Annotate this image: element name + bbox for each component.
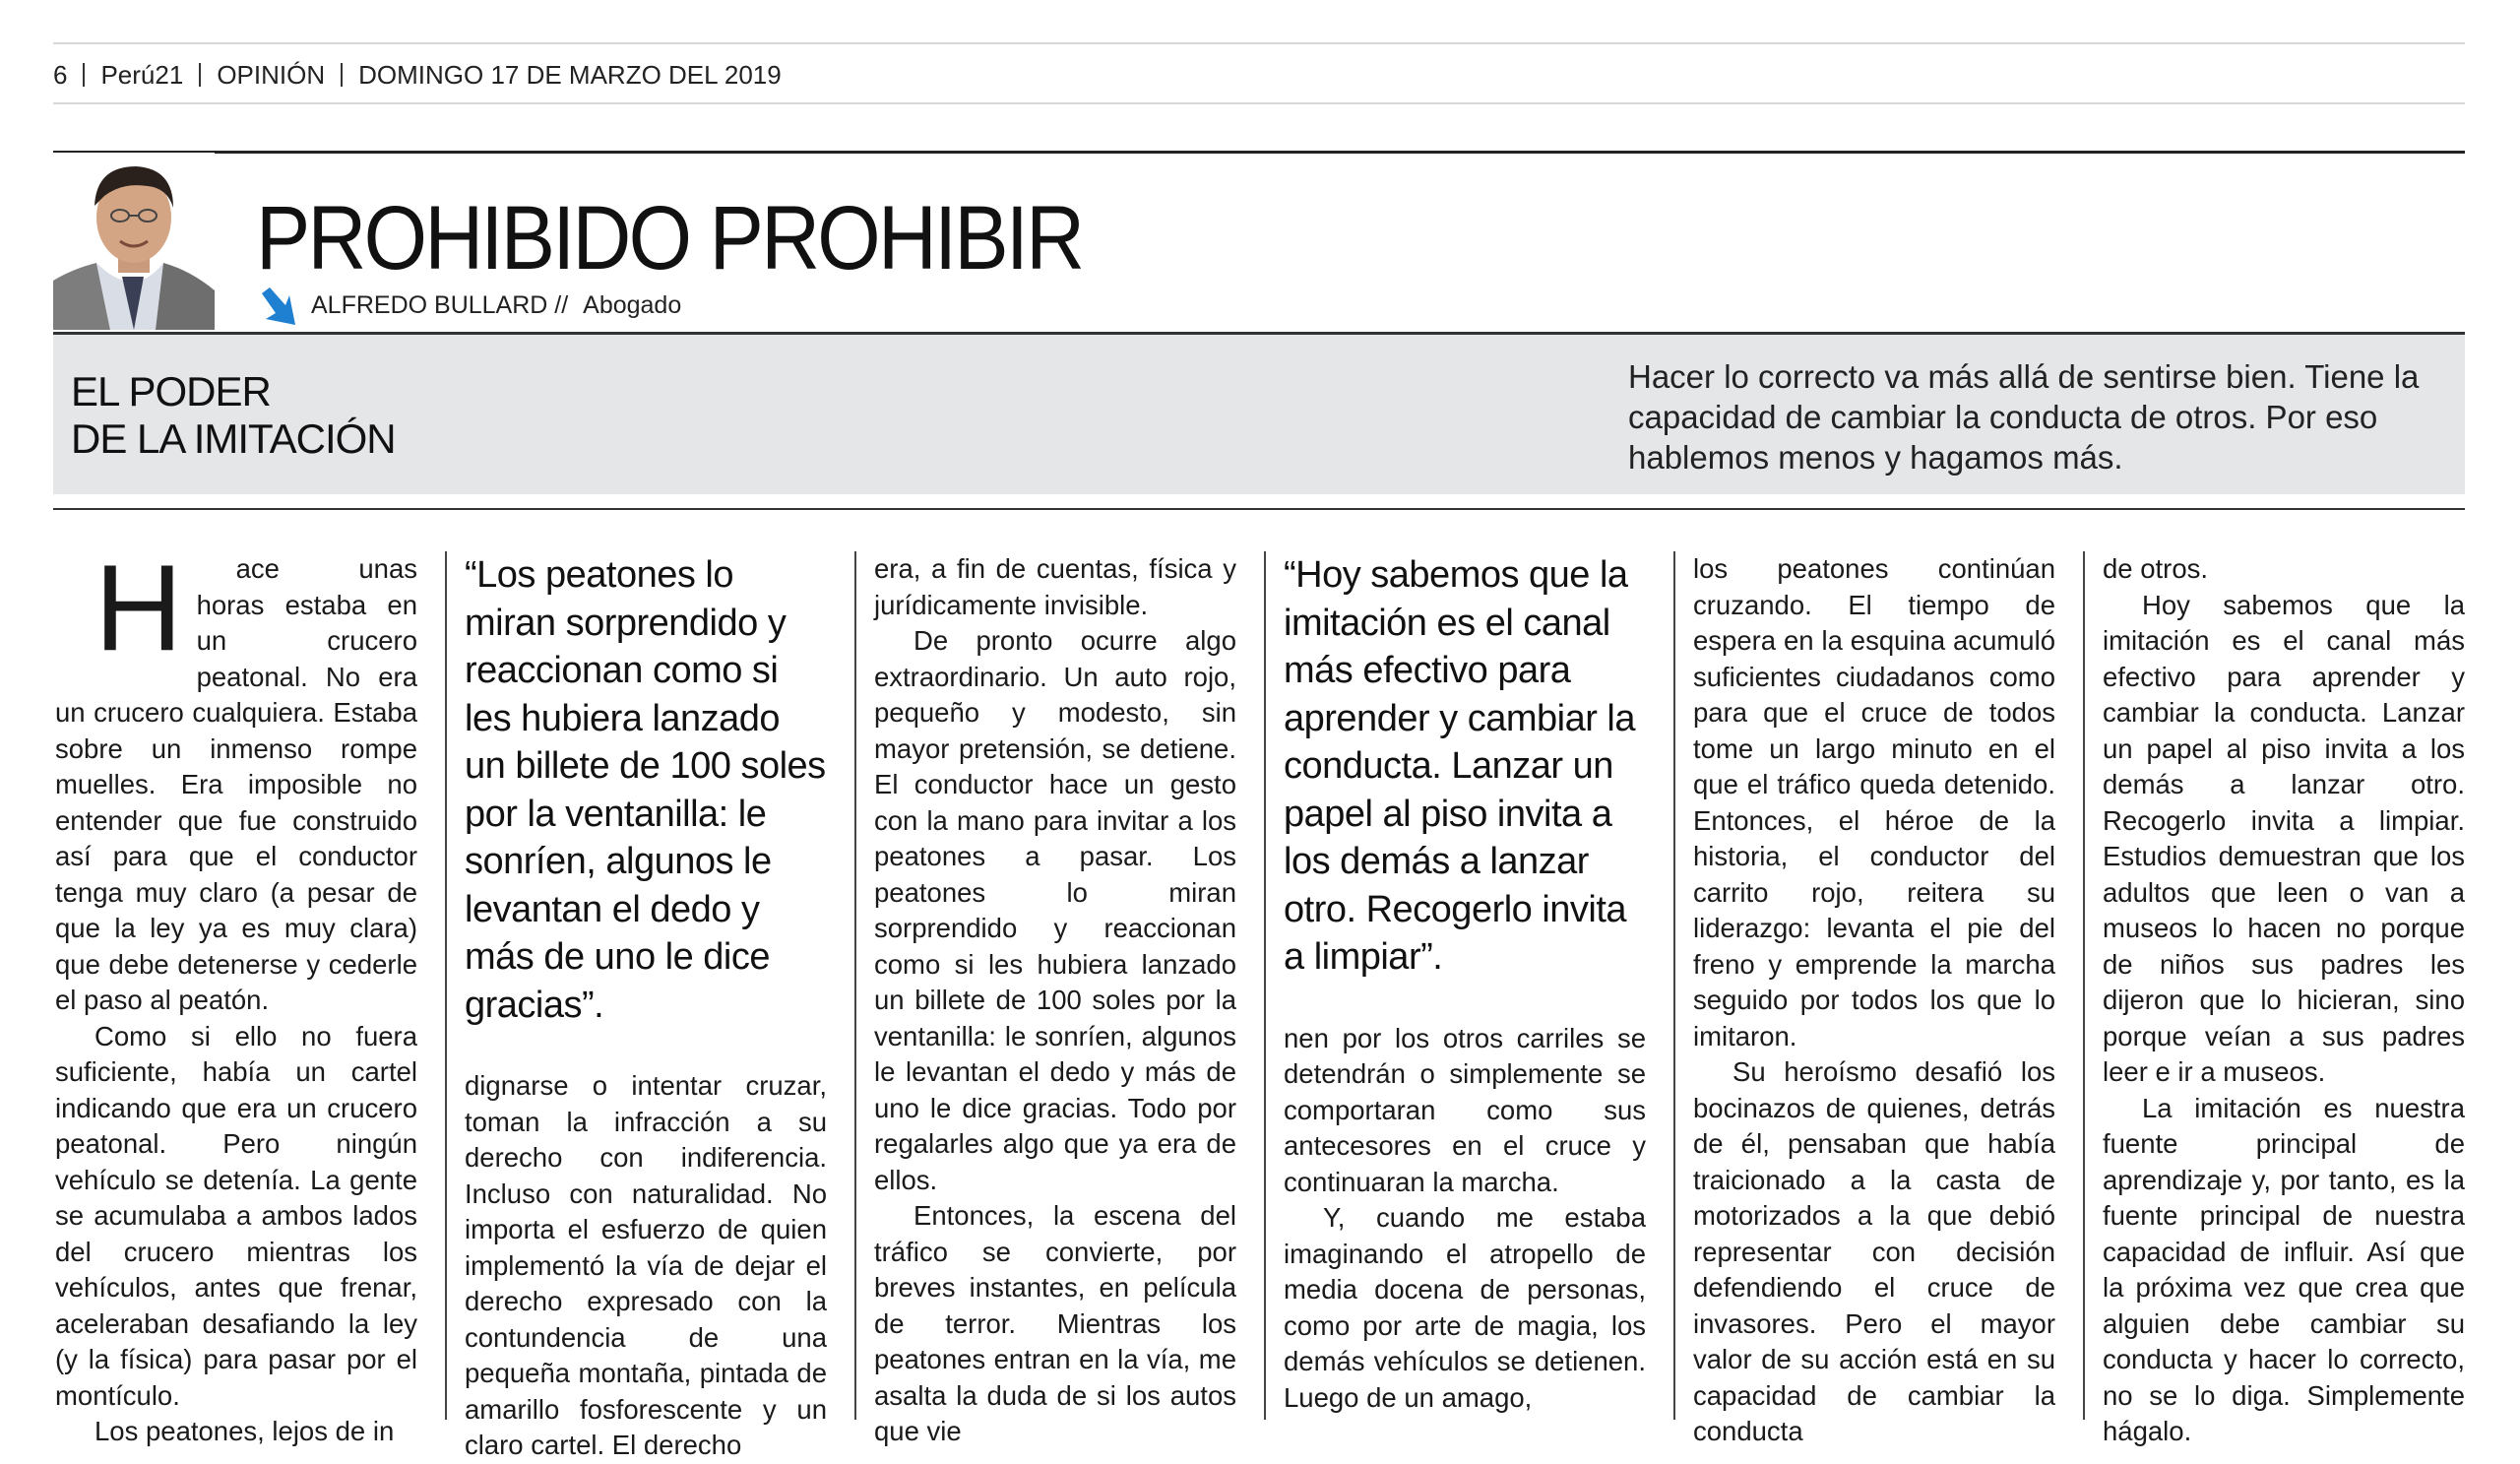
body-paragraph: de otros. <box>2103 553 2209 584</box>
column-headline: PROHIBIDO PROHIBIR <box>256 188 1083 288</box>
body-column-5 <box>1693 551 2055 1446</box>
topic-strip <box>53 332 2465 494</box>
body-paragraph: Y, cuando me estaba imaginando el atropello de media docena de personas, como por arte de magia, los demás vehículos se detienen. Luego de un amago, <box>1284 1202 1646 1413</box>
folio-bottom-rule <box>53 102 2465 104</box>
body-column-3 <box>874 551 1236 1446</box>
folio-top-rule <box>53 42 2465 44</box>
section-name: OPINIÓN <box>217 59 326 90</box>
body-column-2 <box>465 551 827 1460</box>
body-paragraph: Entonces, la escena del tráfico se convierte, por breves instantes, en película de terror. Mientras los peatones entran en la vía, me asalta la duda de si los autos que vie <box>874 1200 1236 1446</box>
article-title: EL PODER DE LA IMITACIÓN <box>71 368 396 462</box>
folio-separator <box>83 63 85 87</box>
body-paragraph: los peatones continúan cruzando. El tiempo de espera en la esquina acumuló suficientes ciudadanos como para que el cruce de todos tome un largo minuto en el que el tráfico queda detenido. Entonces, el héroe de la historia, el conductor del carrito rojo, reitera su liderazgo: levanta el pie del freno y emprende la marcha seguido por todos los que lo imitaron. <box>1693 553 2055 1051</box>
author-name: ALFREDO BULLARD // <box>311 291 569 319</box>
body-paragraph: Su heroísmo desafió los bocinazos de quienes, detrás de él, pensaban que había traicionado a la casta de motorizados a la que debió representar con decisión defendiendo el cruce de invasores. Pero el mayor valor de su acción está en su capacidad de cambiar la conducta <box>1693 1056 2055 1446</box>
newspaper-name: Perú21 <box>100 59 184 90</box>
pull-quote-text: “Hoy sabemos que la imitación es el canal más efectivo para aprender y cambiar la conducta. Lanzar un papel al piso invita a los demás a lanzar otro. Recogerlo invita a limpiar”. <box>1284 554 1636 978</box>
body-paragraph: Hoy sabemos que la imitación es el canal más efectivo para aprender y cambiar la conducta. Lanzar un papel al piso invita a los demás a lanzar otro. Recogerlo invita a limpiar. Estudios demuestran que los adultos que leen o van a museos lo hacen no porque de niños sus padres les dijeron que lo hicieran, sino porque veían a sus padres leer e ir a museos. <box>2103 589 2465 1087</box>
pull-quote <box>465 551 827 1029</box>
issue-date: DOMINGO 17 DE MARZO DEL 2019 <box>358 59 782 90</box>
body-column-6 <box>2103 551 2465 1446</box>
body-paragraph: Los peatones, lejos de in <box>94 1416 395 1446</box>
column-divider <box>854 551 856 1420</box>
folio-separator <box>341 63 343 87</box>
body-paragraph: nen por los otros carriles se detendrán o simplemente se comportaran como sus antecesores en el cruce y continuaran la marcha. <box>1284 1022 1646 1197</box>
page-number: 6 <box>53 59 68 90</box>
body-paragraph: Hace unas horas estaba en un crucero peatonal. No era un crucero cualquiera. Estaba sobre un inmenso rompe muelles. Era imposible no entender que fue construido así para que el conductor tenga muy claro (a pesar de que la ley ya es muy clara) que debe detenerse y cederle el paso al peatón. <box>55 541 417 1015</box>
body-paragraph: La imitación es nuestra fuente principal de aprendizaje y, por tanto, es la fuente principal de nuestra capacidad de influir. Así que la próxima vez que crea que alguien debe cambiar su conducta y hacer lo correcto, no se lo diga. Simplemente hágalo. <box>2103 1092 2465 1446</box>
column-divider <box>445 551 447 1420</box>
body-paragraph: era, a fin de cuentas, física y jurídicamente invisible. <box>874 553 1236 620</box>
pull-quote <box>1284 551 1646 982</box>
folio-separator <box>199 63 201 87</box>
body-column-4 <box>1284 551 1646 1418</box>
author-portrait <box>53 153 215 330</box>
column-divider <box>2083 551 2085 1420</box>
body-column-1 <box>55 541 417 1446</box>
header-rule <box>53 151 2465 154</box>
pull-quote-text: “Los peatones lo miran sorprendido y reaccionan como si les hubiera lanzado un billete de 100 soles por la ventanilla: le sonríen, algunos le levantan el dedo y más de uno le dice gracias”. <box>465 554 826 1026</box>
byline <box>311 291 681 320</box>
body-paragraph: dignarse o intentar cruzar, toman la infracción a su derecho con indiferencia. Incluso con naturalidad. No importa el esfuerzo de quien implementó la vía de dejar el derecho expresado con la contundencia de una pequeña montaña, pintada de amarillo fosforescente y un claro cartel. El derecho <box>465 1070 827 1460</box>
article-summary: Hacer lo correcto va más allá de sentirse bien. Tiene la capacidad de cambiar la conducta de otros. Por eso hablemos menos y hagamos más. <box>1628 358 2420 476</box>
author-role: Abogado <box>583 291 682 319</box>
folio <box>53 57 782 93</box>
arrow-down-right-icon <box>256 286 297 327</box>
column-divider <box>1264 551 1266 1420</box>
body-paragraph: Como si ello no fuera suficiente, había un cartel indicando que era un crucero peatonal. Pero ningún vehículo se detenía. La gente se acumulaba a ambos lados del crucero mientras los vehículos, antes que frenar, aceleraban desafiando la ley (y la física) para pasar por el montículo. <box>55 1020 417 1411</box>
strip-bottom-rule <box>53 508 2465 510</box>
column-divider <box>1673 551 1675 1420</box>
body-paragraph: De pronto ocurre algo extraordinario. Un auto rojo, pequeño y modesto, sin mayor pretensión, se detiene. El conductor hace un gesto con la mano para invitar a los peatones a pasar. Los peatones lo miran sorprendido y reaccionan como si les hubiera lanzado un billete de 100 soles por la ventanilla: le sonríen, algunos le levantan el dedo y más de uno le dice gracias. Todo por regalarles algo que ya era de ellos. <box>874 625 1236 1195</box>
